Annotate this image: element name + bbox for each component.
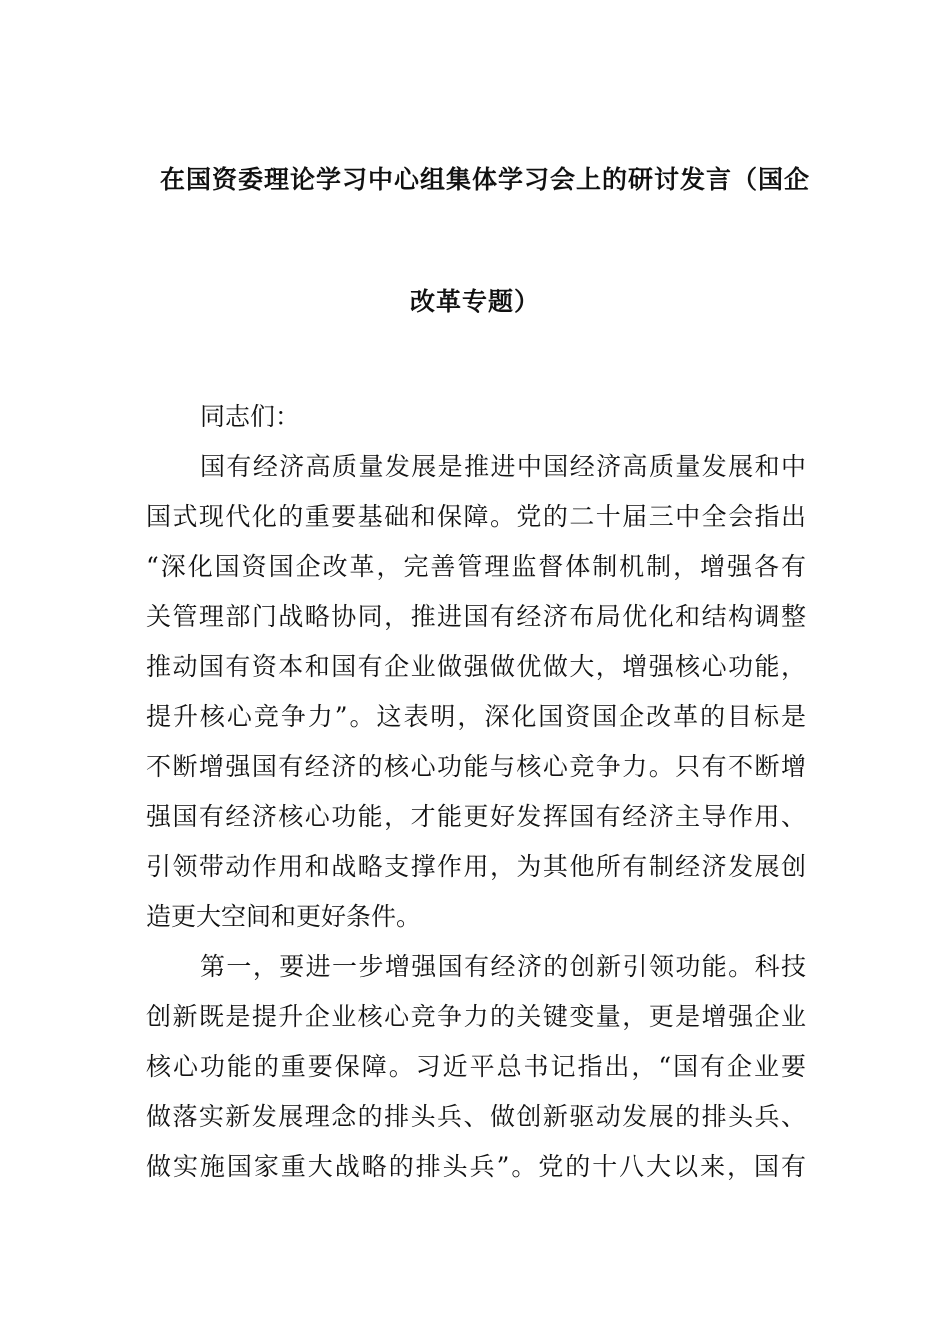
paragraph-line: 造更大空间和更好条件。 — [146, 902, 422, 931]
paragraph-line: 不断增强国有经济的核心功能与核心竞争力。只有不断增 — [146, 752, 806, 781]
paragraph-1 — [146, 442, 806, 942]
paragraph-line: 做落实新发展理念的排头兵、做创新驱动发展的排头兵、 — [146, 1102, 806, 1131]
paragraph-line: 提升核心竞争力”。这表明，深化国资国企改革的目标是 — [146, 702, 806, 731]
paragraph-line: 国有经济高质量发展是推进中国经济高质量发展和中 — [200, 452, 806, 481]
paragraph-line: 做实施国家重大战略的排头兵”。党的十八大以来，国有 — [146, 1152, 806, 1181]
paragraph-line: 创新既是提升企业核心竞争力的关键变量，更是增强企业 — [146, 1002, 806, 1031]
paragraph-line: 第一，要进一步增强国有经济的创新引领功能。科技 — [200, 952, 806, 981]
paragraph-line: 强国有经济核心功能，才能更好发挥国有经济主导作用、 — [146, 802, 806, 831]
paragraph-line: “深化国资国企改革，完善管理监督体制机制，增强各有 — [146, 552, 806, 581]
paragraph-2 — [146, 942, 806, 1192]
paragraph-line: 推动国有资本和国有企业做强做优做大，增强核心功能， — [146, 652, 806, 681]
paragraph-line: 引领带动作用和战略支撑作用，为其他所有制经济发展创 — [146, 852, 806, 881]
document-title-line-1: 在国资委理论学习中心组集体学习会上的研讨发言（国企 — [160, 165, 811, 194]
document-title-line-2: 改革专题） — [409, 287, 540, 316]
salutation: 同志们： — [200, 402, 301, 431]
paragraph-line: 关管理部门战略协同，推进国有经济布局优化和结构调整 — [146, 602, 806, 631]
paragraph-line: 国式现代化的重要基础和保障。党的二十届三中全会指出 — [146, 502, 806, 531]
document-body — [146, 392, 806, 1192]
paragraph-line: 核心功能的重要保障。习近平总书记指出，“国有企业要 — [146, 1052, 806, 1081]
